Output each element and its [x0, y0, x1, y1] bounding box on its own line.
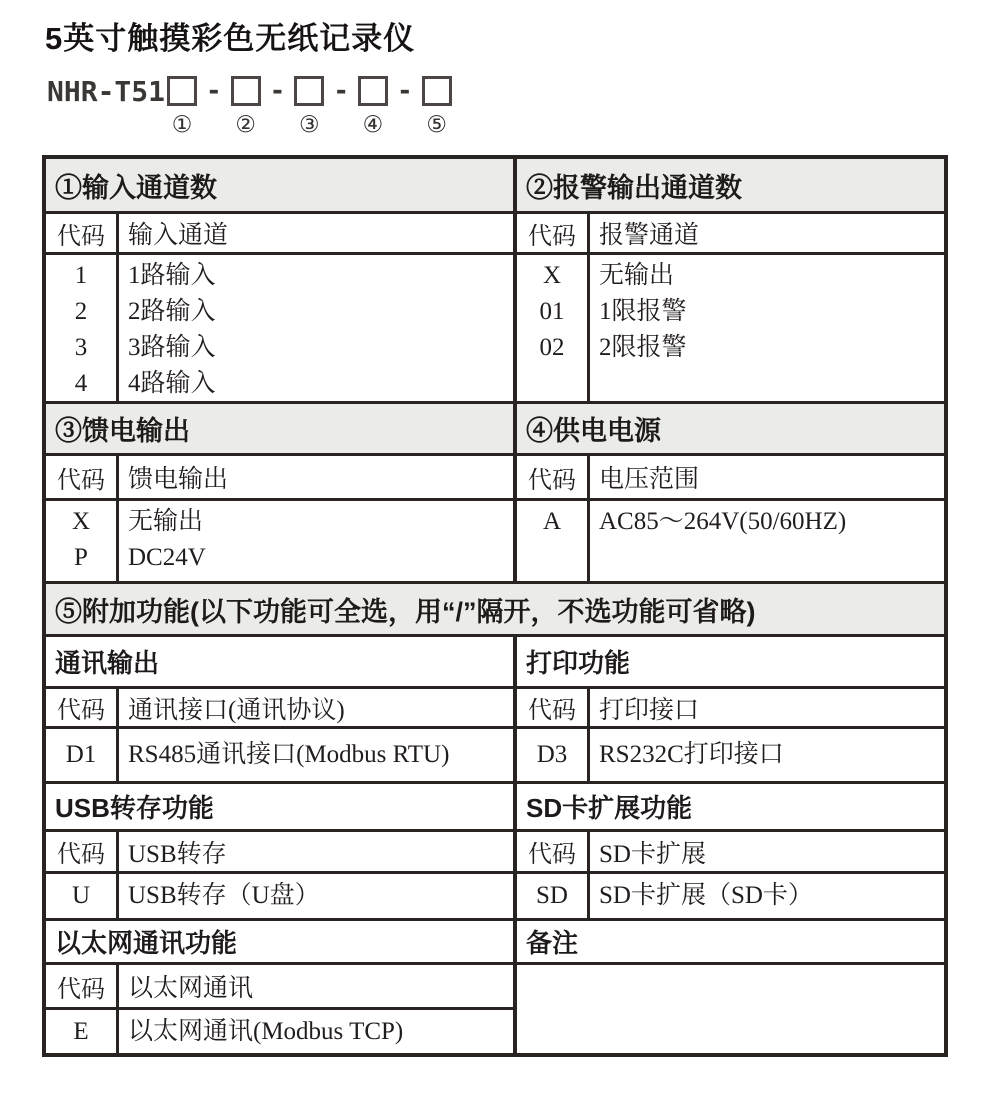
- desc-value: RS485通讯接口(Modbus RTU): [128, 741, 450, 768]
- table-body-row: [46, 871, 944, 918]
- code-cell: [517, 255, 590, 401]
- section-4-band: [517, 404, 944, 453]
- model-dash: -: [206, 76, 222, 106]
- position-marker-4: ④: [362, 112, 384, 138]
- code-header-row: [46, 453, 944, 498]
- model-segment-5: [422, 76, 452, 137]
- desc-value: 1限报警: [599, 298, 687, 325]
- code-cell: [517, 501, 590, 581]
- code-cell: [46, 874, 119, 918]
- desc-value: 2限报警: [599, 334, 687, 361]
- model-segment-4: [358, 76, 388, 137]
- code-label: 代码: [46, 689, 119, 726]
- section-band-row: [46, 159, 944, 211]
- model-code-box: [294, 76, 324, 106]
- code-value: 1: [74, 262, 88, 289]
- code-label: 代码: [46, 214, 119, 252]
- desc-cell: [119, 729, 513, 781]
- column-header: 电压范围: [599, 466, 700, 493]
- code-cell: [517, 729, 590, 781]
- position-marker-5: ⑤: [426, 112, 447, 138]
- code-value: X: [71, 508, 91, 535]
- model-code-box: [231, 76, 261, 106]
- section-band-row: [46, 401, 944, 453]
- position-marker-2: ②: [235, 112, 256, 138]
- section-1-title: ①输入通道数: [55, 172, 217, 203]
- desc-value: 以太网通讯(Modbus TCP): [128, 1017, 404, 1045]
- table-body-row: [46, 252, 944, 401]
- desc-value: 无输出: [128, 508, 204, 535]
- code-label: 代码: [46, 965, 119, 1007]
- column-header: 通讯接口(通讯协议): [128, 696, 345, 724]
- code-value: E: [73, 1017, 89, 1045]
- spec-table: [42, 155, 948, 1057]
- remarks-empty-cell: [517, 965, 944, 1053]
- code-label: 代码: [46, 832, 119, 871]
- section-2-title: ②报警输出通道数: [526, 172, 742, 203]
- desc-value: 3路输入: [128, 334, 216, 361]
- model-dash: -: [269, 76, 286, 106]
- code-value: X: [542, 262, 562, 289]
- desc-value: AC85～264V(50/60HZ): [599, 508, 847, 535]
- code-value: 01: [539, 298, 565, 325]
- desc-cell: [590, 874, 944, 918]
- code-label: 代码: [517, 214, 590, 252]
- section-2-band: [517, 159, 944, 211]
- subsection-sd-title: SD卡扩展功能: [526, 793, 693, 823]
- code-label: 代码: [517, 689, 590, 726]
- subsection-header-row: [46, 634, 944, 686]
- code-value: 2: [74, 298, 88, 325]
- code-cell: [46, 255, 119, 401]
- model-segment-1: [167, 76, 197, 137]
- subsection-print-title: 打印功能: [526, 648, 631, 678]
- column-header: SD卡扩展: [599, 840, 706, 868]
- code-value: P: [74, 544, 88, 571]
- model-dash: -: [333, 76, 349, 106]
- code-cell: [517, 874, 590, 918]
- desc-value: DC24V: [128, 544, 206, 571]
- section-4-title: ④供电电源: [526, 416, 661, 446]
- table-body-row: [46, 726, 944, 781]
- section-3-band: [46, 404, 517, 453]
- desc-cell: [119, 1010, 513, 1053]
- code-value: 02: [539, 334, 565, 361]
- model-code-box: [358, 76, 388, 106]
- model-dash: -: [396, 76, 413, 106]
- table-body-row: [46, 498, 944, 581]
- section-1-band: [46, 159, 517, 211]
- code-value: U: [71, 882, 91, 909]
- column-header: 打印接口: [599, 696, 700, 724]
- code-header-row: [46, 965, 513, 1007]
- model-code-box: [422, 76, 452, 106]
- column-header: 以太网通讯: [128, 975, 254, 1002]
- code-value: D1: [65, 741, 97, 768]
- section-5-band: [46, 581, 944, 634]
- column-header: 馈电输出: [128, 466, 229, 493]
- desc-value: SD卡扩展（SD卡）: [599, 882, 813, 909]
- subsection-remarks-title: 备注: [526, 928, 579, 958]
- desc-value: USB转存（U盘）: [128, 882, 320, 909]
- desc-value: 1路输入: [128, 262, 216, 289]
- model-prefix: NHR-T51: [47, 75, 166, 108]
- subsection-comm-title: 通讯输出: [55, 648, 160, 678]
- desc-value: 4路输入: [128, 370, 216, 397]
- code-value: 3: [74, 334, 88, 361]
- code-cell: [46, 1010, 119, 1053]
- position-marker-1: ①: [171, 112, 193, 138]
- desc-cell: [590, 501, 944, 581]
- column-header: 输入通道: [128, 222, 229, 249]
- subsection-header-row: [46, 918, 944, 962]
- section-3-title: ③馈电输出: [55, 416, 190, 446]
- model-segment-2: [231, 76, 261, 137]
- code-label: 代码: [517, 456, 590, 498]
- code-header-row: [46, 211, 944, 252]
- subsection-usb-title: USB转存功能: [55, 793, 214, 823]
- model-code-box: [167, 76, 197, 106]
- code-value: A: [542, 508, 562, 535]
- column-header: 报警通道: [599, 222, 700, 249]
- code-header-row: [46, 829, 944, 871]
- code-value: 4: [74, 370, 88, 397]
- section-5-title: ⑤附加功能(以下功能可全选，用“/”隔开，不选功能可省略): [55, 596, 756, 627]
- desc-cell: [590, 255, 944, 401]
- position-marker-3: ③: [299, 112, 320, 138]
- code-label: 代码: [46, 456, 119, 498]
- model-code-line: [47, 76, 452, 137]
- desc-cell: [119, 501, 513, 581]
- desc-value: 无输出: [599, 262, 675, 289]
- code-cell: [46, 501, 119, 581]
- desc-cell: [119, 255, 513, 401]
- subsection-ethernet-title: 以太网通讯功能: [55, 928, 238, 958]
- code-header-row: [46, 686, 944, 726]
- column-header: USB转存: [128, 840, 227, 868]
- code-value: SD: [536, 882, 568, 909]
- code-label: 代码: [517, 832, 590, 871]
- desc-cell: [119, 874, 513, 918]
- model-segment-3: [294, 76, 324, 137]
- page-title: 5英寸触摸彩色无纸记录仪: [45, 21, 416, 56]
- desc-cell: [590, 729, 944, 781]
- table-bottom-row: [46, 962, 944, 1053]
- desc-value: RS232C打印接口: [599, 741, 784, 768]
- table-body-row: [46, 1007, 513, 1053]
- code-value: D3: [536, 741, 568, 768]
- code-cell: [46, 729, 119, 781]
- subsection-header-row: [46, 781, 944, 829]
- desc-value: 2路输入: [128, 298, 216, 325]
